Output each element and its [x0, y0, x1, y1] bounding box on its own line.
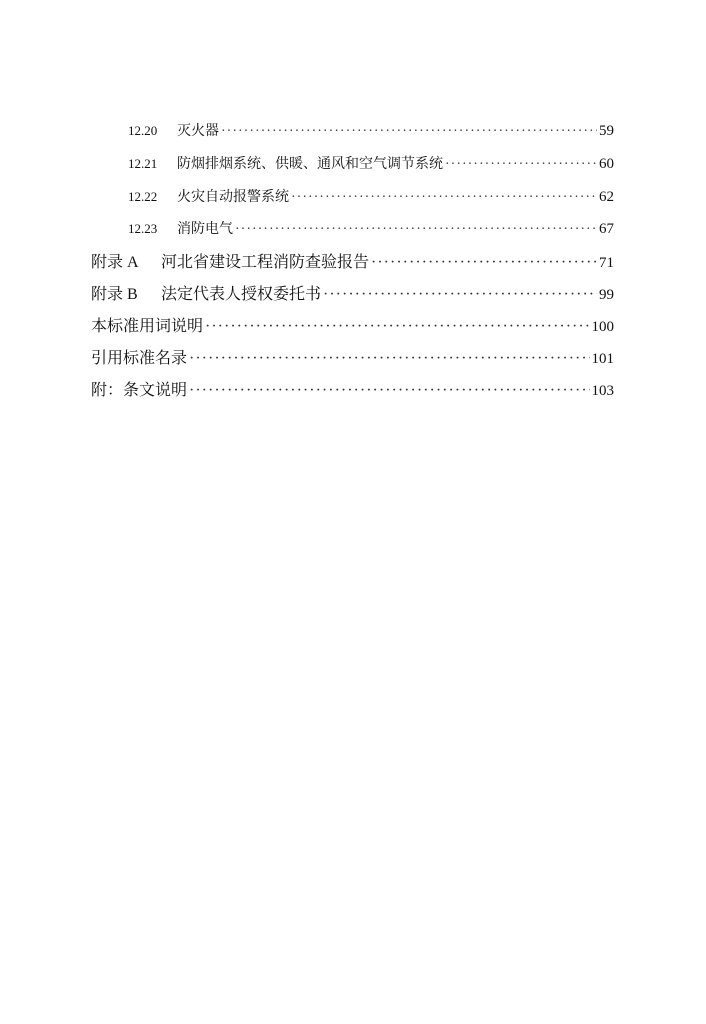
toc-leader-dots: [291, 190, 597, 206]
toc-leader-dots: [205, 318, 589, 336]
toc-leader-dots: [235, 222, 597, 238]
toc-entry-page: 100: [591, 319, 614, 335]
toc-entry-appendix-b[interactable]: [91, 281, 614, 304]
toc-entry-page: 60: [599, 156, 614, 172]
toc-leader-dots: [189, 382, 589, 400]
toc-entry-appendix-a[interactable]: [91, 249, 614, 272]
toc-entry-title: 防烟排烟系统、供暖、通风和空气调节系统: [177, 156, 443, 172]
toc-entry-number: 12.22: [128, 189, 158, 204]
toc-entry-title: 法定代表人授权委托书: [161, 284, 322, 303]
toc-leader-dots: [371, 254, 597, 272]
toc-entry-title: 火灾自动报警系统: [177, 189, 289, 205]
toc-entry-page: 59: [599, 123, 614, 139]
toc-appendix-id: 附录 A: [91, 254, 139, 271]
toc-entry-page: 99: [599, 287, 614, 303]
toc-entry-12-20[interactable]: [128, 120, 614, 140]
toc-entry-number: 12.21: [128, 156, 158, 171]
toc-entry-terms-explanation[interactable]: [91, 313, 614, 336]
toc-entry-page: 67: [599, 221, 614, 237]
toc-entry-page: 103: [591, 383, 614, 399]
toc-leader-dots: [221, 124, 597, 140]
toc-entry-title: 本标准用词说明: [91, 316, 204, 335]
toc-leader-dots: [445, 157, 597, 173]
toc-entry-referenced-standards[interactable]: [91, 345, 614, 368]
toc-entry-page: 101: [591, 351, 614, 367]
toc-entry-title: 引用标准名录: [91, 348, 188, 367]
toc-leader-dots: [323, 286, 597, 304]
toc-entry-12-22[interactable]: [128, 186, 614, 206]
toc-entry-number: 12.20: [128, 123, 158, 138]
toc-entry-12-21[interactable]: [128, 153, 614, 173]
toc-entry-page: 71: [599, 255, 614, 271]
toc-entry-title: 河北省建设工程消防查验报告: [161, 252, 370, 271]
toc-entry-title: 消防电气: [177, 221, 233, 237]
toc-entry-title: 灭火器: [177, 123, 219, 139]
toc-entry-title: 附：条文说明: [91, 380, 188, 399]
toc-leader-dots: [189, 350, 589, 368]
toc-entry-clause-explanation[interactable]: [91, 377, 614, 400]
toc-entry-page: 62: [599, 189, 614, 205]
toc-entry-number: 12.23: [128, 221, 158, 236]
toc-appendix-id: 附录 B: [91, 286, 138, 303]
toc-entry-12-23[interactable]: [128, 218, 614, 238]
